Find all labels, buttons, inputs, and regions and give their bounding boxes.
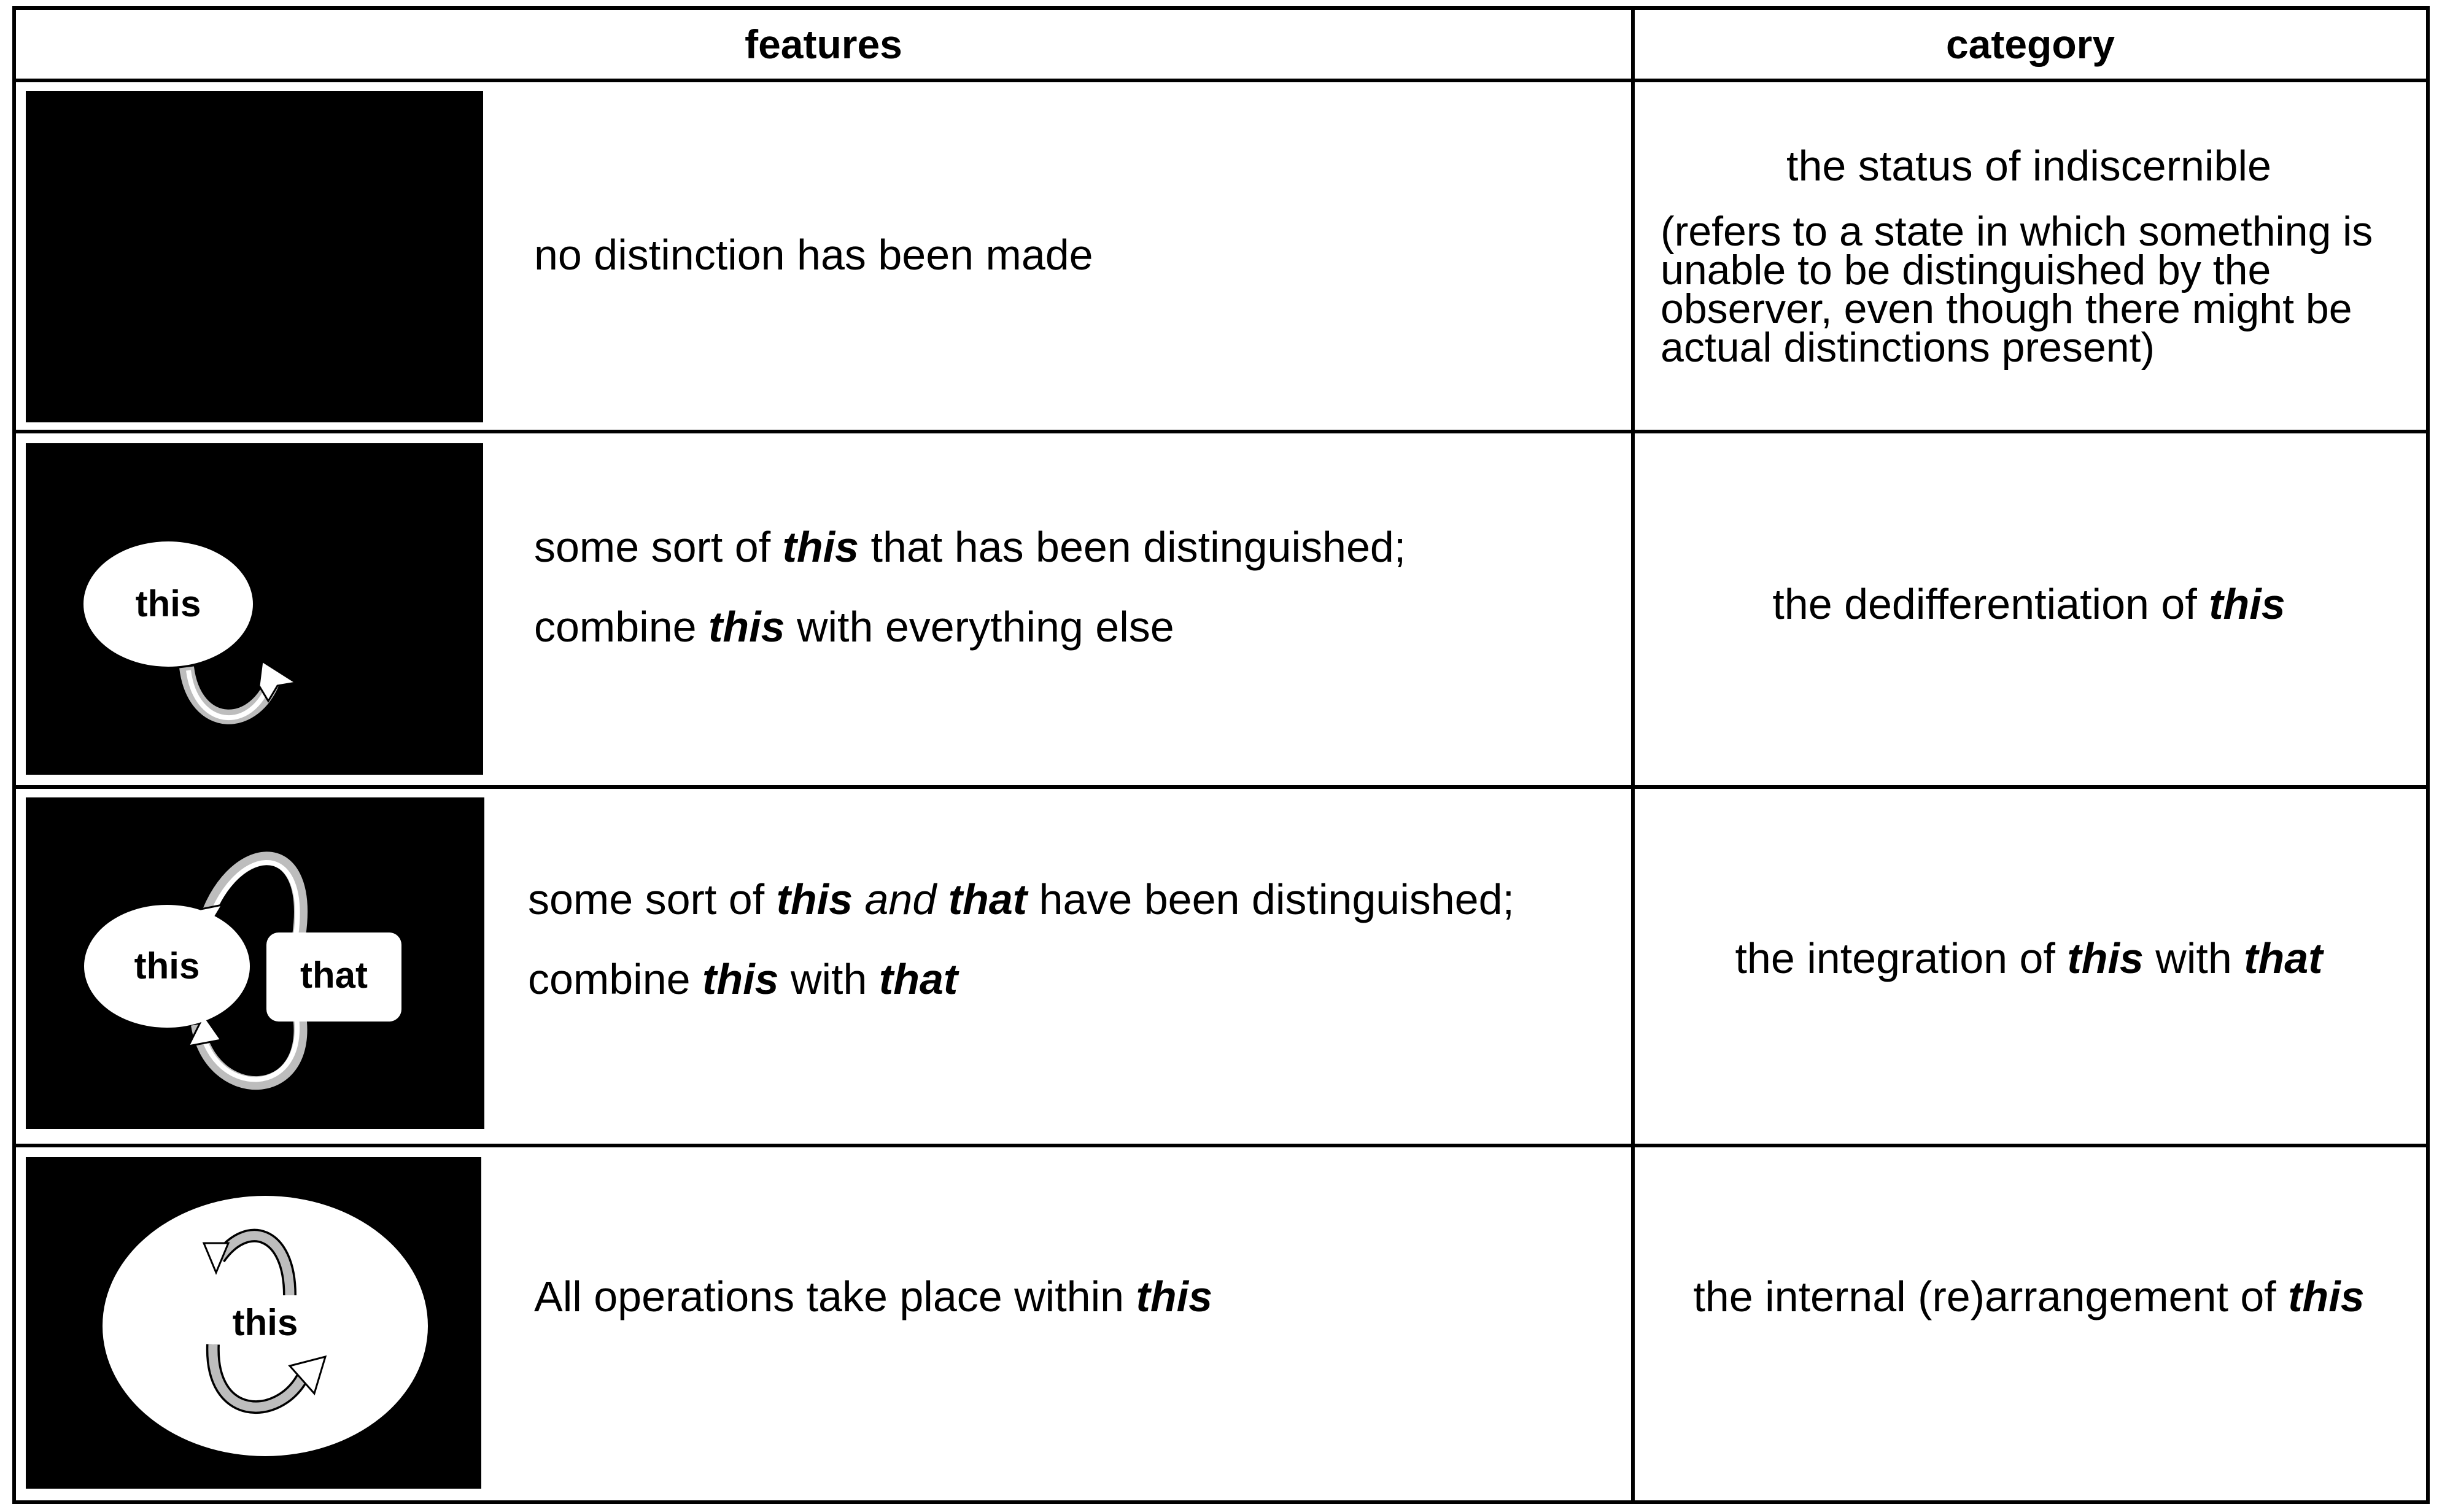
table-row (12, 433, 2430, 785)
that-label: that (300, 955, 368, 996)
header-features: features (745, 21, 902, 67)
lower-arc (198, 1012, 301, 1083)
concept-table (12, 6, 2430, 1504)
internal-diagram (26, 1157, 481, 1489)
feature-text (528, 859, 1608, 1019)
this-label: this (134, 945, 200, 987)
header-category: category (1945, 21, 2115, 67)
category-text: the dedifferentiation of this (1772, 580, 2285, 628)
integration-diagram (26, 797, 484, 1129)
feature-line: All operations take place within this (534, 1273, 1212, 1320)
category-title: the status of indiscernible (1786, 142, 2271, 190)
feature-line: combine this with that (528, 955, 958, 1003)
arrow-head-icon (259, 661, 296, 701)
feature-text (534, 1257, 1614, 1336)
category-note: (refers to a state in which something is unable to be distinguished by the observer, even though there might be actual distinctions present) (1661, 208, 2373, 371)
table-row (12, 789, 2430, 1144)
table-border-bottom (12, 1500, 2430, 1504)
feature-line: combine this with everything else (534, 603, 1174, 651)
black-empty-panel-icon (26, 91, 483, 422)
category-text: the integration of this with that (1735, 934, 2323, 982)
loop-diagram (26, 443, 483, 775)
this-label: this (232, 1302, 298, 1343)
this-label: this (135, 583, 201, 624)
feature-line: some sort of this that has been distinguished; (534, 523, 1406, 571)
large-this-oval-with-internal-cycle-icon (26, 1157, 481, 1489)
table-row (12, 1147, 2430, 1500)
this-oval-with-loop-arrow-icon (26, 443, 483, 775)
category-text (1633, 141, 2425, 371)
feature-line: some sort of this and that have been distinguished; (528, 875, 1514, 923)
table-row (12, 82, 2430, 430)
feature-text (534, 215, 1614, 295)
category-text: the internal (re)arrangement of this (1693, 1273, 2365, 1320)
feature-text (534, 507, 1614, 667)
this-and-that-with-cycle-arrows-icon (26, 797, 484, 1129)
feature-line: no distinction has been made (534, 231, 1093, 279)
